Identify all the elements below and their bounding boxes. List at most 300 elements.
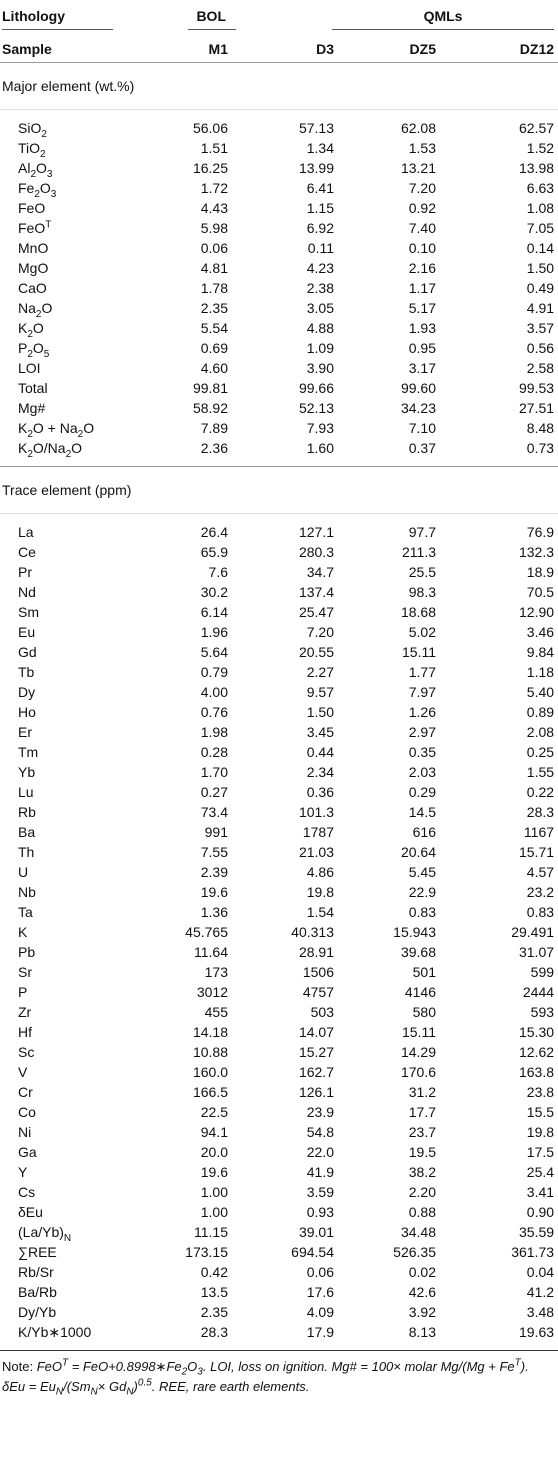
cell-value: 0.83 (408, 904, 436, 920)
table-row (0, 802, 558, 822)
row-label: Ga (18, 1144, 37, 1160)
cell-value: 1.53 (408, 140, 436, 156)
cell-value: 25.5 (408, 564, 436, 580)
cell-value: 7.89 (200, 420, 228, 436)
table-row (0, 258, 558, 278)
cell-value: 3.48 (526, 1304, 555, 1320)
row-label: Sc (18, 1044, 35, 1060)
table-row (0, 1042, 558, 1062)
row-label: Nd (18, 584, 36, 600)
cell-value: 361.73 (511, 1244, 555, 1260)
cell-value: 20.0 (200, 1144, 228, 1160)
table-row (0, 822, 558, 842)
cell-value: 23.9 (306, 1104, 334, 1120)
cell-value: 7.55 (200, 844, 228, 860)
table-row (0, 682, 558, 702)
cell-value: 1.15 (306, 200, 334, 216)
row-label: Yb (18, 764, 36, 780)
section-header-row (0, 63, 558, 110)
cell-value: 1.50 (306, 704, 334, 720)
row-label: Cr (18, 1084, 33, 1100)
cell-value: 0.56 (526, 340, 555, 356)
table-row (0, 722, 558, 742)
row-label: U (18, 864, 29, 880)
row-label: Mg# (18, 400, 46, 416)
cell-value: 616 (412, 824, 436, 840)
cell-value: 20.55 (298, 644, 334, 660)
cell-value: 0.90 (526, 1204, 555, 1220)
row-label: La (18, 524, 34, 540)
cell-value: 12.90 (518, 604, 555, 620)
cell-value: 1.55 (526, 764, 555, 780)
row-label: δEu (18, 1204, 43, 1220)
cell-value: 4.81 (200, 260, 228, 276)
cell-value: 19.6 (200, 884, 228, 900)
cell-value: 27.51 (518, 400, 555, 416)
cell-value: 15.30 (518, 1024, 555, 1040)
cell-value: 3.05 (306, 300, 334, 316)
row-label: Zr (18, 1004, 32, 1020)
table-row (0, 1302, 558, 1322)
cell-value: 45.765 (185, 924, 228, 940)
cell-value: 40.313 (291, 924, 334, 940)
cell-value: 0.14 (526, 240, 555, 256)
cell-value: 7.10 (408, 420, 436, 436)
row-label: Total (18, 380, 48, 396)
row-label: K/Yb∗1000 (0, 1322, 150, 1351)
cell-value: 8.48 (526, 420, 555, 436)
table-row (0, 138, 558, 158)
sample-header-row (0, 36, 558, 63)
cell-value: 23.7 (408, 1124, 436, 1140)
cell-value: 0.36 (306, 784, 334, 800)
row-label: $Al_2O_3$ (18, 160, 53, 180)
table-row (0, 338, 558, 358)
cell-value: 599 (530, 964, 555, 980)
cell-value: 101.3 (298, 804, 334, 820)
cell-value: 22.5 (200, 1104, 228, 1120)
row-label: Tb (18, 664, 35, 680)
cell-value: 3.17 (408, 360, 436, 376)
table-row (0, 238, 558, 258)
lithology-header-row (0, 0, 558, 36)
cell-value: 7.40 (408, 220, 436, 236)
row-label: $K_2O + Na_2O$ (18, 420, 95, 440)
row-label: Eu (18, 624, 36, 640)
cell-value: 162.7 (298, 1064, 334, 1080)
cell-value: 11.64 (194, 944, 228, 960)
cell-value: 0.95 (408, 340, 436, 356)
table-row (0, 1102, 558, 1122)
cell-value: 173 (204, 964, 228, 980)
row-label: Hf (18, 1024, 32, 1040)
cell-value: 28.3 (526, 804, 555, 820)
table-row (0, 922, 558, 942)
cell-value: 0.49 (526, 280, 555, 296)
row-label: Sm (18, 604, 39, 620)
section-header-row (0, 467, 558, 514)
cell-value: 98.3 (408, 584, 436, 600)
table-row (0, 982, 558, 1002)
table-row (0, 358, 558, 378)
cell-value: 15.11 (402, 644, 436, 660)
cell-value: 7.20 (306, 624, 334, 640)
cell-value: 1.08 (526, 200, 555, 216)
cell-value: 0.37 (408, 440, 436, 456)
row-label: Dy (18, 684, 36, 700)
cell-value: 2.38 (306, 280, 334, 296)
cell-value: 1.00 (200, 1184, 228, 1200)
row-label: Ho (18, 704, 36, 720)
row-label: Th (18, 844, 35, 860)
row-label: Gd (18, 644, 37, 660)
cell-value: 56.06 (192, 120, 228, 136)
cell-value: 35.59 (518, 1224, 555, 1240)
cell-value: 70.5 (526, 584, 555, 600)
cell-value: 19.8 (306, 884, 334, 900)
cell-value: 34.48 (400, 1224, 436, 1240)
cell-value: 14.29 (400, 1044, 436, 1060)
row-label: Ce (18, 544, 36, 560)
cell-value: 19.5 (408, 1144, 436, 1160)
table-row (0, 602, 558, 622)
cell-value: 39.68 (400, 944, 436, 960)
table-row (0, 398, 558, 418)
cell-value: 76.9 (526, 524, 555, 540)
cell-value: 0.10 (408, 240, 436, 256)
cell-value: 0.11 (307, 240, 334, 256)
cell-value: 57.13 (298, 120, 334, 136)
row-label: $K_2O$ (18, 320, 44, 340)
row-label: Pb (18, 944, 36, 960)
cell-value: 7.93 (306, 420, 334, 436)
row-label: Rb/Sr (18, 1264, 54, 1280)
note-prefix: Note: (2, 1359, 37, 1374)
cell-value: 0.79 (200, 664, 228, 680)
cell-value: 19.6 (200, 1164, 228, 1180)
row-label: K (18, 924, 28, 940)
cell-value: 0.69 (200, 340, 228, 356)
sample-name: D3 (316, 41, 334, 57)
cell-value: 2.58 (526, 360, 555, 376)
row-label: Cs (18, 1184, 36, 1200)
cell-value: 0.88 (408, 1204, 436, 1220)
row-label: Dy/Yb (18, 1304, 57, 1320)
cell-value: 0.42 (200, 1264, 228, 1280)
cell-value: 4.88 (306, 320, 334, 336)
row-label: TiO$_2$ (18, 140, 46, 160)
cell-value: 13.21 (400, 160, 436, 176)
cell-value: 17.6 (306, 1284, 334, 1300)
table-row (0, 278, 558, 298)
table-row (0, 438, 558, 467)
table-row (0, 1262, 558, 1282)
cell-value: 0.22 (526, 784, 555, 800)
table-row (0, 582, 558, 602)
row-label: Pr (18, 564, 32, 580)
cell-value: 99.81 (192, 380, 228, 396)
cell-value: 15.943 (393, 924, 436, 940)
cell-value: 0.93 (306, 1204, 334, 1220)
cell-value: 1.96 (200, 624, 228, 640)
cell-value: 7.20 (408, 180, 436, 196)
note-text: $FeO^T = FeO+0.8998∗Fe_2O_3$. LOI, loss on ignition. Mg# = 100× molar $Mg/(Mg + Fe^T)$. $\delta Eu = Eu_N/(Sm_N\times Gd_N)^{0.5}$. REE, rare earth elements. (2, 1357, 529, 1398)
table-row (0, 158, 558, 178)
row-label: $(La/Yb)_N$ (18, 1224, 72, 1244)
cell-value: 62.57 (518, 120, 555, 136)
cell-value: 18.68 (400, 604, 436, 620)
row-label: MnO (18, 240, 49, 256)
cell-value: 160.0 (192, 1064, 228, 1080)
cell-value: 3.46 (526, 624, 555, 640)
cell-value: 25.4 (526, 1164, 555, 1180)
table-row (0, 1062, 558, 1082)
cell-value: 2.20 (408, 1184, 436, 1200)
table-row (0, 514, 558, 543)
cell-value: 280.3 (298, 544, 334, 560)
cell-value: 1.51 (200, 140, 228, 156)
cell-value: 1.93 (408, 320, 436, 336)
cell-value: 2.16 (408, 260, 436, 276)
cell-value: 39.01 (298, 1224, 334, 1240)
cell-value: 18.9 (526, 564, 555, 580)
table-body (0, 63, 558, 1351)
cell-value: 593 (530, 1004, 555, 1020)
cell-value: 97.7 (408, 524, 436, 540)
table-row (0, 562, 558, 582)
table-row (0, 1222, 558, 1242)
cell-value: 29.491 (511, 924, 555, 940)
cell-value: 0.89 (526, 704, 555, 720)
row-label: FeO$^T$ (18, 219, 52, 236)
table-row (0, 1082, 558, 1102)
cell-value: 5.45 (408, 864, 436, 880)
cell-value: 52.13 (298, 400, 334, 416)
cell-value: 28.3 (150, 1322, 252, 1351)
section-title: Major element (wt.%) (0, 63, 558, 110)
cell-value: 2.35 (200, 1304, 228, 1320)
cell-value: 4.91 (526, 300, 555, 316)
cell-value: 503 (310, 1004, 334, 1020)
cell-value: 3.57 (526, 320, 555, 336)
cell-value: 1.34 (306, 140, 334, 156)
cell-value: 62.08 (400, 120, 436, 136)
cell-value: 4.09 (306, 1304, 334, 1320)
cell-value: 501 (412, 964, 436, 980)
cell-value: 3.59 (306, 1184, 334, 1200)
cell-value: 41.2 (526, 1284, 555, 1300)
cell-value: 4.60 (200, 360, 228, 376)
cell-value: 2444 (522, 984, 555, 1000)
table-row (0, 1282, 558, 1302)
table-row (0, 862, 558, 882)
cell-value: 1506 (302, 964, 334, 980)
cell-value: 3012 (196, 984, 228, 1000)
table-row (0, 1022, 558, 1042)
row-label: Sr (18, 964, 32, 980)
cell-value: 14.18 (192, 1024, 228, 1040)
cell-value: 31.07 (518, 944, 555, 960)
sample-name: DZ5 (409, 41, 436, 57)
cell-value: 38.2 (408, 1164, 436, 1180)
cell-value: 1.50 (526, 260, 555, 276)
row-label: Ba/Rb (18, 1284, 57, 1300)
cell-value: 1.77 (408, 664, 436, 680)
cell-value: 8.13 (354, 1322, 456, 1351)
cell-value: 22.0 (306, 1144, 334, 1160)
cell-value: 3.45 (306, 724, 334, 740)
cell-value: 14.07 (298, 1024, 334, 1040)
cell-value: 1.52 (526, 140, 555, 156)
cell-value: 99.60 (400, 380, 436, 396)
cell-value: 6.14 (200, 604, 228, 620)
table-row (0, 702, 558, 722)
cell-value: 2.39 (200, 864, 228, 880)
cell-value: 42.6 (408, 1284, 436, 1300)
table-row (0, 1002, 558, 1022)
cell-value: 1167 (523, 824, 555, 840)
cell-value: 0.02 (408, 1264, 436, 1280)
cell-value: 23.2 (526, 884, 555, 900)
cell-value: 4.00 (200, 684, 228, 700)
cell-value: 10.88 (192, 1044, 228, 1060)
cell-value: 28.91 (298, 944, 334, 960)
cell-value: 7.6 (208, 564, 228, 580)
lithology-label: Lithology (0, 0, 150, 36)
cell-value: 34.23 (400, 400, 436, 416)
row-label: V (18, 1064, 28, 1080)
cell-value: 2.34 (306, 764, 334, 780)
cell-value: 15.5 (526, 1104, 555, 1120)
cell-value: 99.66 (298, 380, 334, 396)
row-label: Tm (18, 744, 39, 760)
cell-value: 21.03 (298, 844, 334, 860)
table-row (0, 110, 558, 139)
table-row (0, 198, 558, 218)
cell-value: 6.63 (526, 180, 555, 196)
cell-value: 13.99 (298, 160, 334, 176)
cell-value: 94.1 (200, 1124, 228, 1140)
cell-value: 73.4 (200, 804, 228, 820)
row-label: ∑REE (18, 1244, 57, 1260)
cell-value: 1.60 (306, 440, 334, 456)
cell-value: 170.6 (400, 1064, 436, 1080)
cell-value: 137.4 (298, 584, 334, 600)
cell-value: 15.27 (298, 1044, 334, 1060)
row-label: $Na_2O$ (18, 300, 53, 320)
cell-value: 126.1 (298, 1084, 334, 1100)
table-row (0, 1142, 558, 1162)
cell-value: 3.92 (408, 1304, 436, 1320)
row-label: P (18, 984, 28, 1000)
cell-value: 1.36 (200, 904, 228, 920)
table-row (0, 782, 558, 802)
row-label: $P_2O_5$ (18, 340, 50, 360)
cell-value: 11.15 (194, 1224, 228, 1240)
sample-name: DZ12 (519, 41, 555, 57)
table-row (0, 218, 558, 238)
cell-value: 4.57 (526, 864, 555, 880)
section-title: Trace element (ppm) (0, 467, 558, 514)
cell-value: 2.97 (408, 724, 436, 740)
table-row (0, 542, 558, 562)
cell-value: 127.1 (298, 524, 334, 540)
cell-value: 0.25 (526, 744, 555, 760)
table-row (0, 842, 558, 862)
cell-value: 5.17 (408, 300, 436, 316)
table-row (0, 298, 558, 318)
table-row (0, 1182, 558, 1202)
cell-value: 31.2 (408, 1084, 436, 1100)
sample-label: Sample (2, 41, 52, 57)
cell-value: 2.35 (200, 300, 228, 316)
cell-value: 13.5 (200, 1284, 228, 1300)
table-row (0, 882, 558, 902)
row-label: Ni (18, 1124, 32, 1140)
cell-value: 41.9 (306, 1164, 334, 1180)
cell-value: 4.43 (200, 200, 228, 216)
cell-value: 0.76 (200, 704, 228, 720)
cell-value: 4.23 (306, 260, 334, 276)
cell-value: 2.08 (526, 724, 555, 740)
table-row (0, 902, 558, 922)
cell-value: 0.35 (408, 744, 436, 760)
cell-value: 7.05 (526, 220, 555, 236)
cell-value: 0.28 (200, 744, 228, 760)
row-label: Lu (18, 784, 34, 800)
row-label: $Fe_2O_3$ (18, 180, 57, 200)
cell-value: 16.25 (192, 160, 228, 176)
cell-value: 9.57 (306, 684, 334, 700)
row-label: Nb (18, 884, 36, 900)
row-label: Ta (18, 904, 33, 920)
cell-value: 5.40 (526, 684, 555, 700)
cell-value: 3.41 (526, 1184, 555, 1200)
cell-value: 13.98 (518, 160, 555, 176)
cell-value: 3.90 (306, 360, 334, 376)
cell-value: 58.92 (192, 400, 228, 416)
cell-value: 17.9 (252, 1322, 354, 1351)
cell-value: 2.27 (306, 664, 334, 680)
cell-value: 0.29 (408, 784, 436, 800)
cell-value: 0.06 (306, 1264, 334, 1280)
row-label: Rb (18, 804, 36, 820)
table-row (0, 418, 558, 438)
cell-value: 54.8 (306, 1124, 334, 1140)
cell-value: 0.92 (408, 200, 436, 216)
row-label: CaO (18, 280, 47, 296)
cell-value: 1.70 (200, 764, 228, 780)
cell-value: 6.92 (306, 220, 334, 236)
cell-value: 991 (204, 824, 228, 840)
cell-value: 1.98 (200, 724, 228, 740)
row-label: SiO$_2$ (18, 120, 47, 140)
table-row (0, 662, 558, 682)
cell-value: 163.8 (518, 1064, 555, 1080)
cell-value: 30.2 (200, 584, 228, 600)
table-row (0, 1242, 558, 1262)
cell-value: 132.3 (518, 544, 555, 560)
cell-value: 20.64 (400, 844, 436, 860)
cell-value: 19.8 (526, 1124, 555, 1140)
table-row (0, 1322, 558, 1351)
table-row (0, 318, 558, 338)
cell-value: 17.5 (526, 1144, 555, 1160)
cell-value: 1.17 (408, 280, 436, 296)
cell-value: 1.00 (200, 1204, 228, 1220)
table-row (0, 762, 558, 782)
cell-value: 5.54 (200, 320, 228, 336)
